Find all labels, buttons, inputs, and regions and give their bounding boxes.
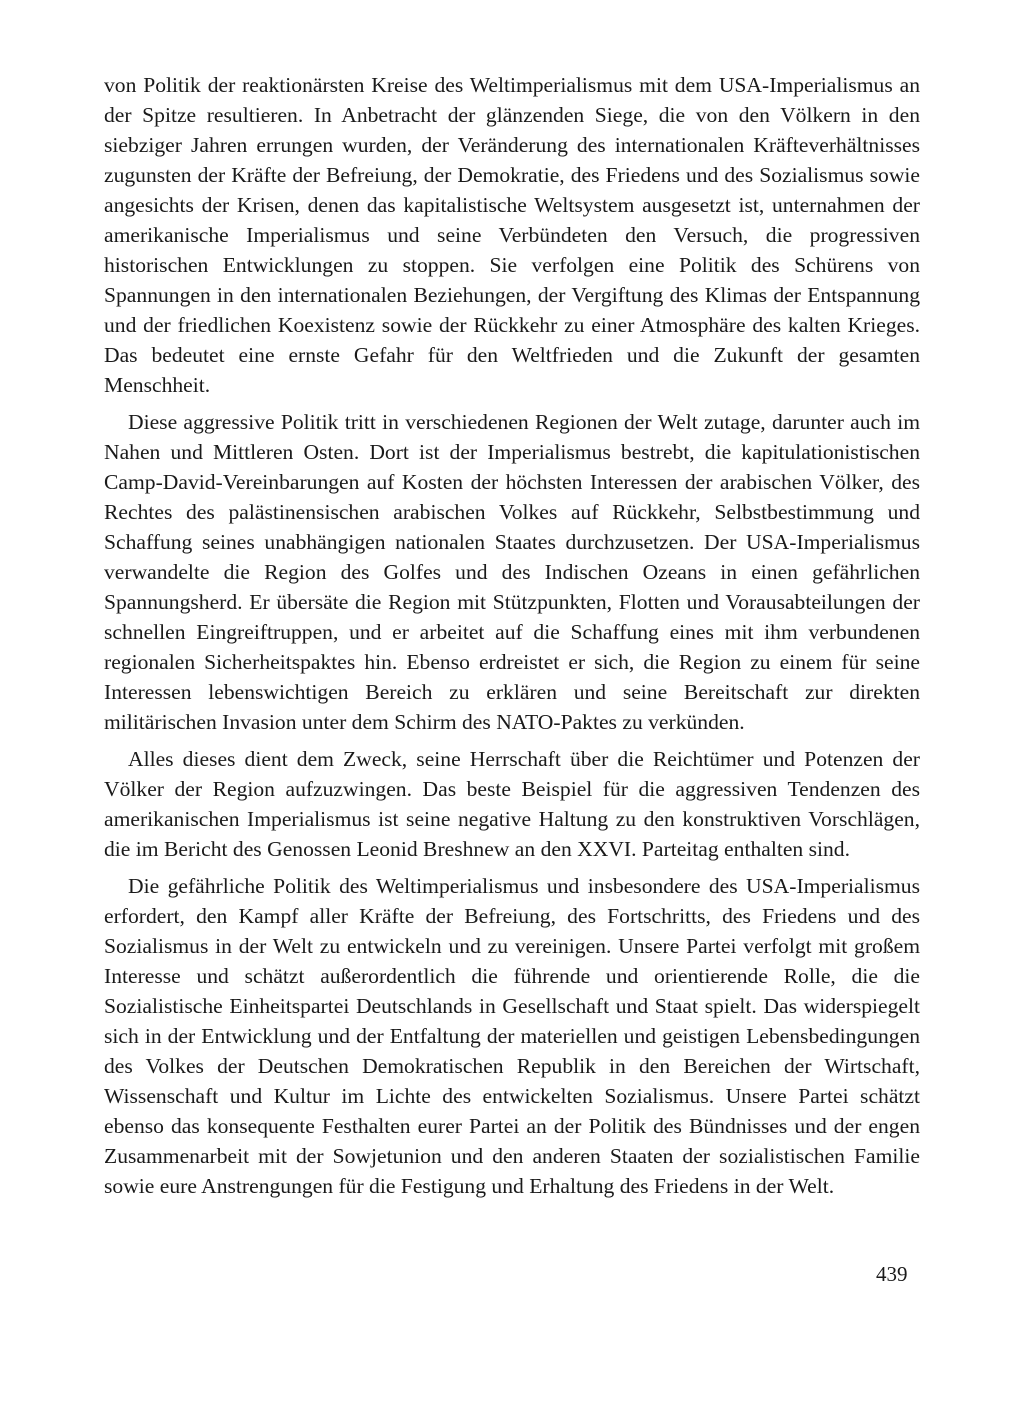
paragraph-2: Diese aggressive Politik tritt in verschiedenen Regionen der Welt zutage, darunter auch im Nahen und Mittleren Osten. Dort ist der Imperialismus bestrebt, die kapitulationistischen Camp-David-Vereinbarungen auf Kosten der höchsten Interessen der arabischen Völker, des Rechtes des palästinensischen arabischen Volkes auf Rückkehr, Selbstbestimmung und Schaffung seines unabhängigen nationalen Staates durchzusetzen. Der USA-Imperialismus verwandelte die Region des Golfes und des Indischen Ozeans in einen gefährlichen Spannungsherd. Er übersäte die Region mit Stützpunkten, Flotten und Vorausabteilungen der schnellen Eingreiftruppen, und er arbeitet auf die Schaffung eines mit ihm verbundenen regionalen Sicherheitspaktes hin. Ebenso erdreistet er sich, die Region zu einem für seine Interessen lebenswichtigen Bereich zu erklären und seine Bereitschaft zur direkten militärischen Invasion unter dem Schirm des NATO-Paktes zu verkünden. <box>104 410 920 734</box>
paragraph-1: von Politik der reaktionärsten Kreise des Weltimperialismus mit dem USA-Imperialismus an der Spitze resultieren. In Anbetracht der glänzenden Siege, die von den Völkern in den siebziger Jahren errungen wurden, der Veränderung des internationalen Kräfteverhältnisses zugunsten der Kräfte der Befreiung, der Demokratie, des Friedens und des Sozialismus sowie angesichts der Krisen, denen das kapitalistische Weltsystem ausgesetzt ist, unternahmen der amerikanische Imperialismus und seine Verbündeten den Versuch, die progressiven historischen Entwicklungen zu stoppen. Sie verfolgen eine Politik des Schürens von Spannungen in den internationalen Beziehungen, der Vergiftung des Klimas der Entspannung und der friedlichen Koexistenz sowie der Rückkehr zu einer Atmosphäre des kalten Krieges. Das bedeutet eine ernste Gefahr für den Weltfrieden und die Zukunft der gesamten Menschheit. <box>104 73 920 397</box>
page-number: 439 <box>876 1262 908 1286</box>
body-text <box>104 70 920 1201</box>
paragraph-3: Alles dieses dient dem Zweck, seine Herrschaft über die Reichtümer und Potenzen der Völker der Region aufzuzwingen. Das beste Beispiel für die aggressiven Tendenzen des amerikanischen Imperialismus ist seine negative Haltung zu den konstruktiven Vorschlägen, die im Bericht des Genossen Leonid Breshnew an den XXVI. Parteitag enthalten sind. <box>104 747 920 861</box>
paragraph-4: Die gefährliche Politik des Weltimperialismus und insbesondere des USA-Imperialismus erfordert, den Kampf aller Kräfte der Befreiung, des Fortschritts, des Friedens und des Sozialismus in der Welt zu entwickeln und zu vereinigen. Unsere Partei verfolgt mit großem Interesse und schätzt außerordentlich die führende und orientierende Rolle, die die Sozialistische Einheitspartei Deutschlands in Gesellschaft und Staat spielt. Das widerspiegelt sich in der Entwicklung und der Entfaltung der materiellen und geistigen Lebensbedingungen des Volkes der Deutschen Demokratischen Republik in den Bereichen der Wirtschaft, Wissenschaft und Kultur im Lichte des entwickelten Sozialismus. Unsere Partei schätzt ebenso das konsequente Festhalten eurer Partei an der Politik des Bündnisses und der engen Zusammenarbeit mit der Sowjetunion und den anderen Staaten der sozialistischen Familie sowie eure Anstrengungen für die Festigung und Erhaltung des Friedens in der Welt. <box>104 874 920 1198</box>
